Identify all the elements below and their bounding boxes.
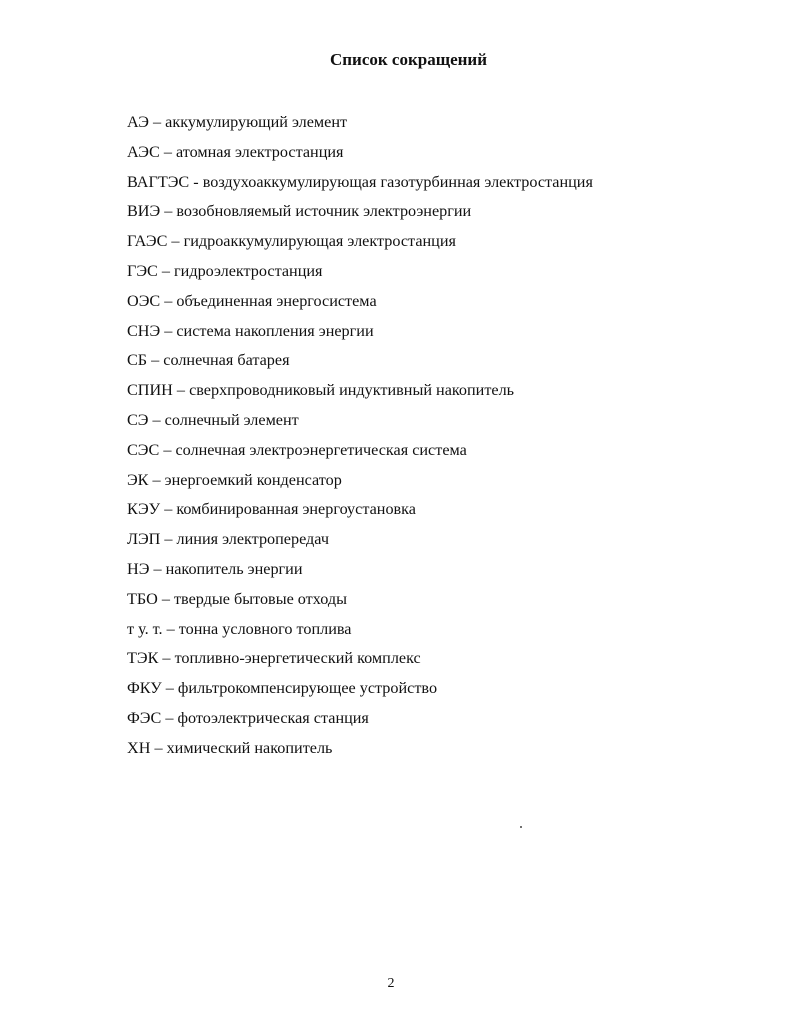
abbreviation-row: [127, 438, 767, 468]
abbreviation-separator: –: [165, 679, 174, 698]
abbreviation-definition: солнечный элемент: [164, 410, 299, 429]
abbreviation-definition: гидроаккумулирующая электростанция: [183, 232, 456, 251]
abbreviation-term: АЭ: [127, 113, 149, 131]
abbreviation-term: ЛЭП: [127, 530, 161, 549]
abbreviation-row: [127, 229, 767, 259]
abbreviation-row: [127, 676, 767, 706]
abbreviation-separator: –: [163, 440, 172, 459]
abbreviation-separator: –: [161, 589, 170, 608]
stray-dot-mark: [520, 826, 522, 828]
abbreviation-definition: аккумулирующий элемент: [165, 113, 348, 131]
abbreviation-row: [127, 527, 767, 557]
abbreviation-definition: энергоемкий конденсатор: [164, 470, 342, 489]
abbreviation-row: [127, 497, 767, 527]
abbreviation-definition: химический накопитель: [166, 738, 333, 757]
abbreviation-separator: –: [151, 351, 160, 370]
page-number: 2: [387, 976, 395, 991]
abbreviation-separator: –: [163, 142, 172, 161]
abbreviation-row: [127, 468, 767, 498]
page-title: Список сокращений: [329, 50, 488, 69]
abbreviation-definition: фильтрокомпенсирующее устройство: [177, 679, 438, 698]
abbreviation-term: АЭС: [127, 142, 160, 161]
abbreviation-definition: фотоэлектрическая станция: [177, 708, 369, 727]
abbreviation-term: СПИН: [127, 381, 173, 400]
abbreviation-separator: –: [152, 470, 161, 489]
abbreviation-separator: –: [164, 530, 173, 549]
abbreviation-definition: солнечная электроэнергетическая система: [175, 440, 467, 459]
abbreviation-term: НЭ: [127, 559, 150, 578]
abbreviation-definition: накопитель энергии: [165, 559, 303, 578]
abbreviation-term: ГАЭС: [127, 232, 168, 251]
abbreviation-term: ФКУ: [127, 679, 162, 698]
abbreviation-definition: тонна условного топлива: [178, 619, 352, 638]
abbreviation-row: [127, 170, 767, 200]
abbreviation-term: ХН: [127, 738, 151, 757]
abbreviation-separator: –: [165, 708, 174, 727]
abbreviation-separator: –: [166, 619, 175, 638]
abbreviation-term: ВАГТЭС: [127, 172, 190, 191]
abbreviation-row: [127, 408, 767, 438]
abbreviation-definition: твердые бытовые отходы: [173, 589, 347, 608]
abbreviation-definition: атомная электростанция: [175, 142, 344, 161]
abbreviation-row: [127, 348, 767, 378]
abbreviation-term: ОЭС: [127, 291, 161, 310]
abbreviation-separator: –: [176, 381, 186, 400]
abbreviation-row: [127, 706, 767, 736]
abbreviation-row: [127, 110, 767, 140]
abbreviation-term: КЭУ: [127, 500, 161, 519]
abbreviation-definition: топливно-энергетический комплекс: [174, 649, 421, 668]
abbreviation-row: [127, 199, 767, 229]
abbreviation-row: [127, 736, 767, 766]
abbreviation-definition: линия электропередач: [176, 530, 329, 549]
abbreviation-definition: объединенная энергосистема: [176, 291, 377, 310]
abbreviation-term: СНЭ: [127, 321, 161, 340]
abbreviation-row: [127, 617, 767, 647]
abbreviation-separator: –: [171, 232, 180, 251]
abbreviation-definition: возобновляемый источник электроэнергии: [176, 202, 472, 221]
abbreviation-term: СЭС: [127, 440, 160, 459]
abbreviation-row: [127, 140, 767, 170]
abbreviation-separator: –: [164, 291, 173, 310]
abbreviation-term: ТБО: [127, 589, 158, 608]
abbreviation-definition: сверхпроводниковый индуктивный накопитель: [189, 381, 515, 400]
abbreviation-term: т у. т.: [127, 619, 163, 638]
abbreviation-row: [127, 319, 767, 349]
abbreviation-separator: –: [164, 202, 173, 221]
abbreviation-row: [127, 587, 767, 617]
abbreviation-term: ВИЭ: [127, 202, 161, 221]
abbreviation-term: ТЭК: [127, 649, 159, 668]
abbreviation-row: [127, 378, 767, 408]
abbreviation-list: [127, 110, 767, 766]
abbreviation-term: СБ: [127, 351, 148, 370]
abbreviation-separator: –: [161, 261, 170, 280]
abbreviation-row: [127, 289, 767, 319]
abbreviation-separator: –: [153, 113, 162, 131]
abbreviation-row: [127, 259, 767, 289]
abbreviation-term: ФЭС: [127, 708, 162, 727]
abbreviation-definition: система накопления энергии: [176, 321, 374, 340]
abbreviation-definition: солнечная батарея: [163, 351, 290, 370]
abbreviation-separator: –: [152, 410, 161, 429]
abbreviation-separator: –: [164, 321, 173, 340]
abbreviation-term: ЭК: [127, 470, 149, 489]
abbreviation-definition: гидроэлектростанция: [174, 261, 323, 280]
abbreviation-separator: –: [164, 500, 173, 519]
abbreviation-row: [127, 557, 767, 587]
abbreviation-term: СЭ: [127, 410, 149, 429]
abbreviation-separator: -: [193, 172, 199, 191]
abbreviation-definition: воздухоаккумулирующая газотурбинная электростанция: [202, 172, 593, 191]
abbreviation-separator: –: [162, 649, 171, 668]
abbreviation-term: ГЭС: [127, 261, 158, 280]
abbreviation-row: [127, 646, 767, 676]
abbreviation-separator: –: [153, 559, 162, 578]
abbreviation-separator: –: [154, 738, 163, 757]
abbreviation-definition: комбинированная энергоустановка: [176, 500, 416, 519]
